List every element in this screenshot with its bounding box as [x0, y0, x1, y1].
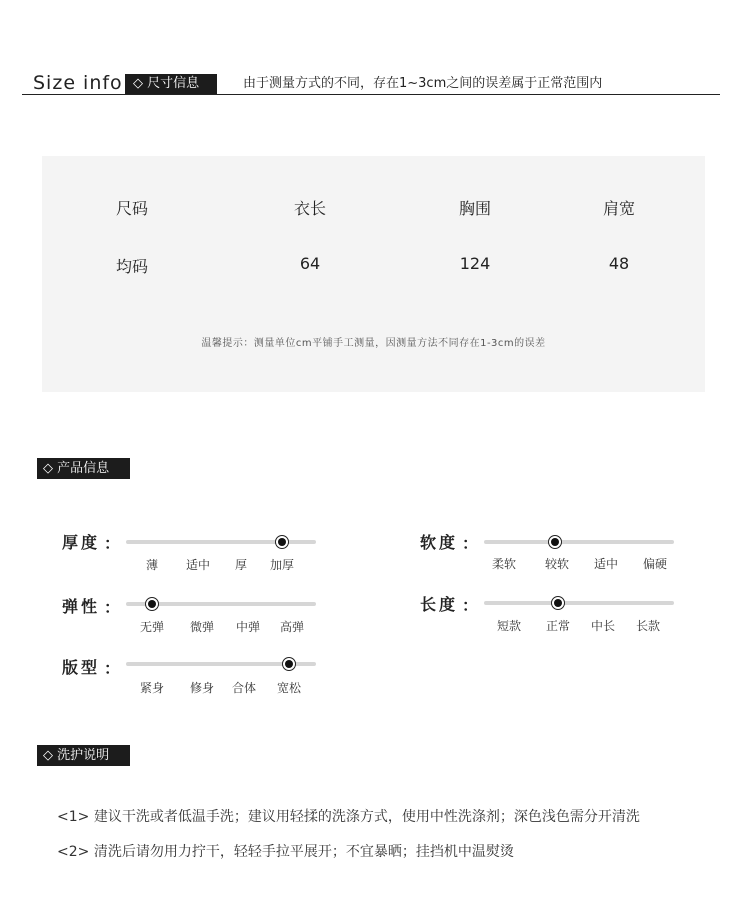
fit-colon: ： — [104, 659, 121, 678]
softness-indicator — [548, 535, 562, 549]
size-hint: 温馨提示：测量单位cm平铺手工测量，因测量方法不同存在1-3cm的误差 — [201, 338, 546, 349]
col-header-shoulder: 肩宽 — [602, 199, 635, 218]
fit-option: 紧身 — [139, 681, 165, 695]
length-option: 正常 — [545, 619, 571, 633]
size-table — [42, 156, 705, 392]
size-info-title: Size info — [33, 72, 123, 94]
thickness-option: 适中 — [185, 558, 211, 572]
header-divider — [22, 94, 720, 95]
elasticity-colon: ： — [104, 598, 121, 617]
size-info-note: 由于测量方式的不同，存在1~3cm之间的误差属于正常范围内 — [243, 76, 603, 91]
cell-shoulder: 48 — [608, 254, 630, 273]
thickness-option: 厚 — [234, 558, 248, 572]
elasticity-indicator — [145, 597, 159, 611]
cell-length: 64 — [299, 254, 321, 273]
length-colon: ： — [462, 596, 479, 615]
length-track — [484, 601, 674, 605]
softness-option: 柔软 — [491, 557, 517, 571]
care-instructions-tag: ◇ 洗护说明 — [37, 745, 130, 766]
fit-label: 版型 — [62, 658, 101, 677]
fit-option: 修身 — [189, 681, 215, 695]
elasticity-option: 无弹 — [139, 620, 165, 634]
length-option: 短款 — [496, 619, 522, 633]
elasticity-label: 弹性 — [62, 597, 101, 616]
thickness-indicator — [275, 535, 289, 549]
fit-option: 合体 — [231, 681, 257, 695]
care-line-1: <1> 建议干洗或者低温手洗；建议用轻揉的洗涤方式，使用中性洗涤剂；深色浅色需分开清洗 — [57, 809, 640, 825]
thickness-option: 加厚 — [269, 558, 295, 572]
thickness-option: 薄 — [145, 558, 159, 572]
col-header-length: 衣长 — [293, 199, 326, 218]
cell-chest: 124 — [459, 254, 491, 273]
fit-option: 宽松 — [276, 681, 302, 695]
thickness-colon: ： — [104, 534, 121, 553]
product-info-tag: ◇ 产品信息 — [37, 458, 130, 479]
softness-option: 偏硬 — [642, 557, 668, 571]
elasticity-option: 中弹 — [235, 620, 261, 634]
care-line-2: <2> 清洗后请勿用力拧干，轻轻手拉平展开；不宜暴晒；挂挡机中温熨烫 — [57, 844, 514, 860]
length-label: 长度 — [420, 595, 459, 614]
length-option: 中长 — [590, 619, 616, 633]
softness-option: 较软 — [544, 557, 570, 571]
elasticity-option: 微弹 — [189, 620, 215, 634]
fit-indicator — [282, 657, 296, 671]
softness-option: 适中 — [593, 557, 619, 571]
softness-colon: ： — [462, 534, 479, 553]
thickness-label: 厚度 — [62, 533, 101, 552]
size-info-tag: ◇ 尺寸信息 — [125, 74, 217, 94]
elasticity-option: 高弹 — [279, 620, 305, 634]
length-option: 长款 — [635, 619, 661, 633]
length-indicator — [551, 596, 565, 610]
softness-track — [484, 540, 674, 544]
softness-label: 软度 — [420, 533, 459, 552]
col-header-size: 尺码 — [115, 199, 148, 218]
col-header-chest: 胸围 — [458, 199, 491, 218]
cell-size: 均码 — [115, 257, 148, 276]
